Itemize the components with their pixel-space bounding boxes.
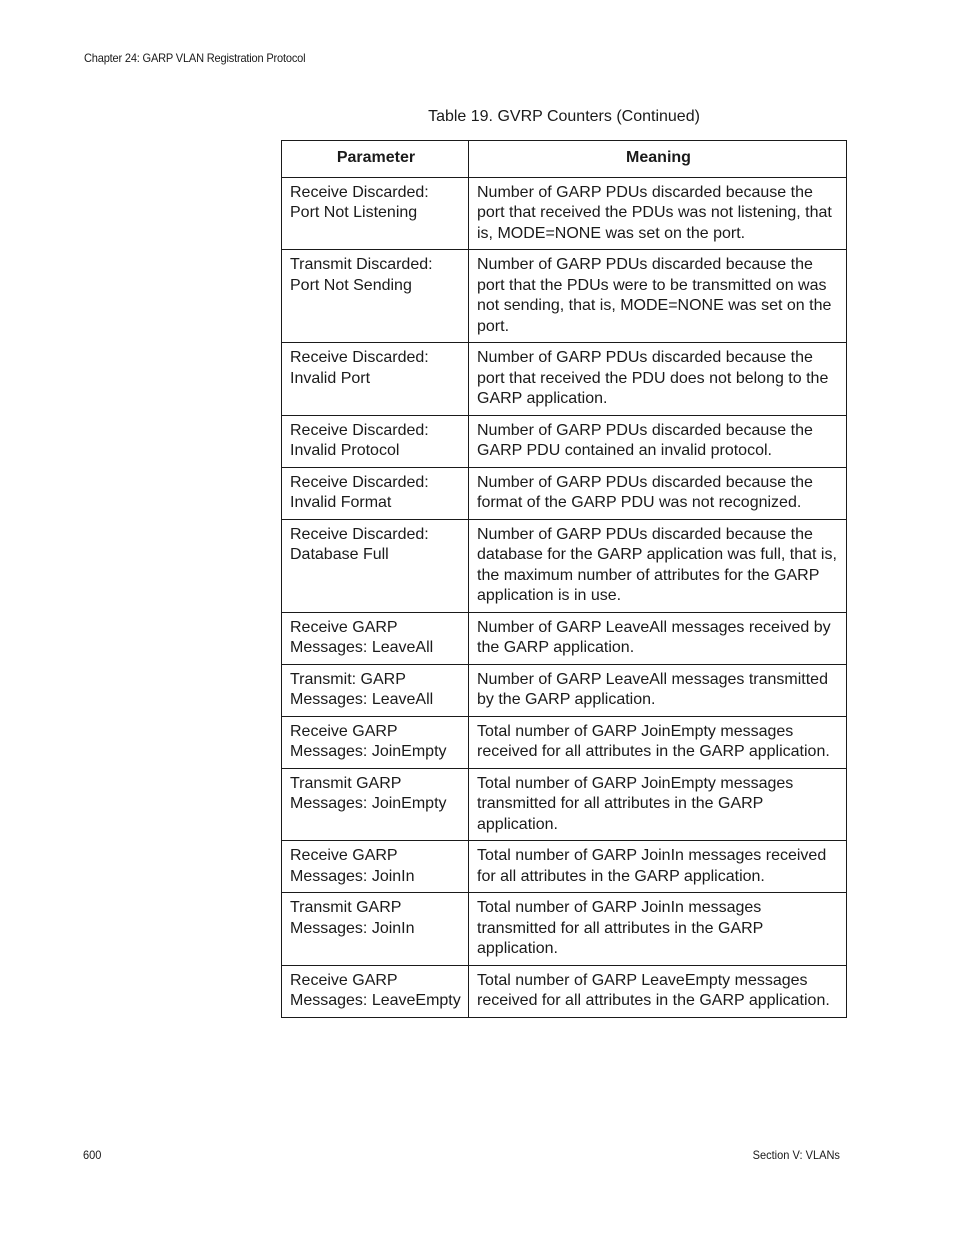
meaning-cell: Number of GARP PDUs discarded because the port that received the PDUs was not listening, that is, MODE=NONE was set on the port. xyxy=(469,177,847,250)
table-header-row xyxy=(282,141,847,178)
meaning-cell: Number of GARP PDUs discarded because the database for the GARP application was full, that is, the maximum number of attributes for the GARP application is in use. xyxy=(469,519,847,612)
meaning-cell: Number of GARP PDUs discarded because the port that the PDUs were to be transmitted on was not sending, that is, MODE=NONE was set on the port. xyxy=(469,250,847,343)
table-row xyxy=(282,177,847,250)
table-row xyxy=(282,664,847,716)
meaning-cell: Number of GARP PDUs discarded because the port that received the PDU does not belong to the GARP application. xyxy=(469,343,847,416)
parameter-cell: Transmit GARP Messages: JoinIn xyxy=(282,893,469,966)
table-row xyxy=(282,965,847,1017)
table-row xyxy=(282,343,847,416)
meaning-cell: Total number of GARP JoinEmpty messages received for all attributes in the GARP application. xyxy=(469,716,847,768)
running-header: Chapter 24: GARP VLAN Registration Protocol xyxy=(84,51,306,65)
meaning-cell: Number of GARP PDUs discarded because the GARP PDU contained an invalid protocol. xyxy=(469,415,847,467)
meaning-cell: Number of GARP LeaveAll messages received by the GARP application. xyxy=(469,612,847,664)
parameter-cell: Transmit GARP Messages: JoinEmpty xyxy=(282,768,469,841)
table-row xyxy=(282,768,847,841)
parameter-cell: Receive Discarded: Invalid Port xyxy=(282,343,469,416)
meaning-cell: Total number of GARP LeaveEmpty messages received for all attributes in the GARP application. xyxy=(469,965,847,1017)
table-row xyxy=(282,250,847,343)
parameter-cell: Transmit Discarded: Port Not Sending xyxy=(282,250,469,343)
table-row xyxy=(282,415,847,467)
section-label: Section V: VLANs xyxy=(752,1148,840,1162)
parameter-cell: Receive GARP Messages: LeaveEmpty xyxy=(282,965,469,1017)
meaning-cell: Total number of GARP JoinIn messages transmitted for all attributes in the GARP application. xyxy=(469,893,847,966)
table-row xyxy=(282,467,847,519)
column-header-parameter: Parameter xyxy=(282,141,469,178)
parameter-cell: Receive GARP Messages: JoinEmpty xyxy=(282,716,469,768)
gvrp-counters-table xyxy=(281,140,847,1018)
parameter-cell: Receive Discarded: Port Not Listening xyxy=(282,177,469,250)
parameter-cell: Receive Discarded: Database Full xyxy=(282,519,469,612)
meaning-cell: Number of GARP LeaveAll messages transmitted by the GARP application. xyxy=(469,664,847,716)
column-header-meaning: Meaning xyxy=(469,141,847,178)
parameter-cell: Receive GARP Messages: JoinIn xyxy=(282,841,469,893)
page-number: 600 xyxy=(83,1148,102,1162)
table-row xyxy=(282,841,847,893)
meaning-cell: Total number of GARP JoinEmpty messages transmitted for all attributes in the GARP application. xyxy=(469,768,847,841)
meaning-cell: Total number of GARP JoinIn messages received for all attributes in the GARP application. xyxy=(469,841,847,893)
parameter-cell: Receive Discarded: Invalid Format xyxy=(282,467,469,519)
table-row xyxy=(282,893,847,966)
table-caption: Table 19. GVRP Counters (Continued) xyxy=(428,108,700,125)
table-row xyxy=(282,519,847,612)
parameter-cell: Transmit: GARP Messages: LeaveAll xyxy=(282,664,469,716)
parameter-cell: Receive GARP Messages: LeaveAll xyxy=(282,612,469,664)
table-row xyxy=(282,716,847,768)
parameter-cell: Receive Discarded: Invalid Protocol xyxy=(282,415,469,467)
table-row xyxy=(282,612,847,664)
meaning-cell: Number of GARP PDUs discarded because the format of the GARP PDU was not recognized. xyxy=(469,467,847,519)
